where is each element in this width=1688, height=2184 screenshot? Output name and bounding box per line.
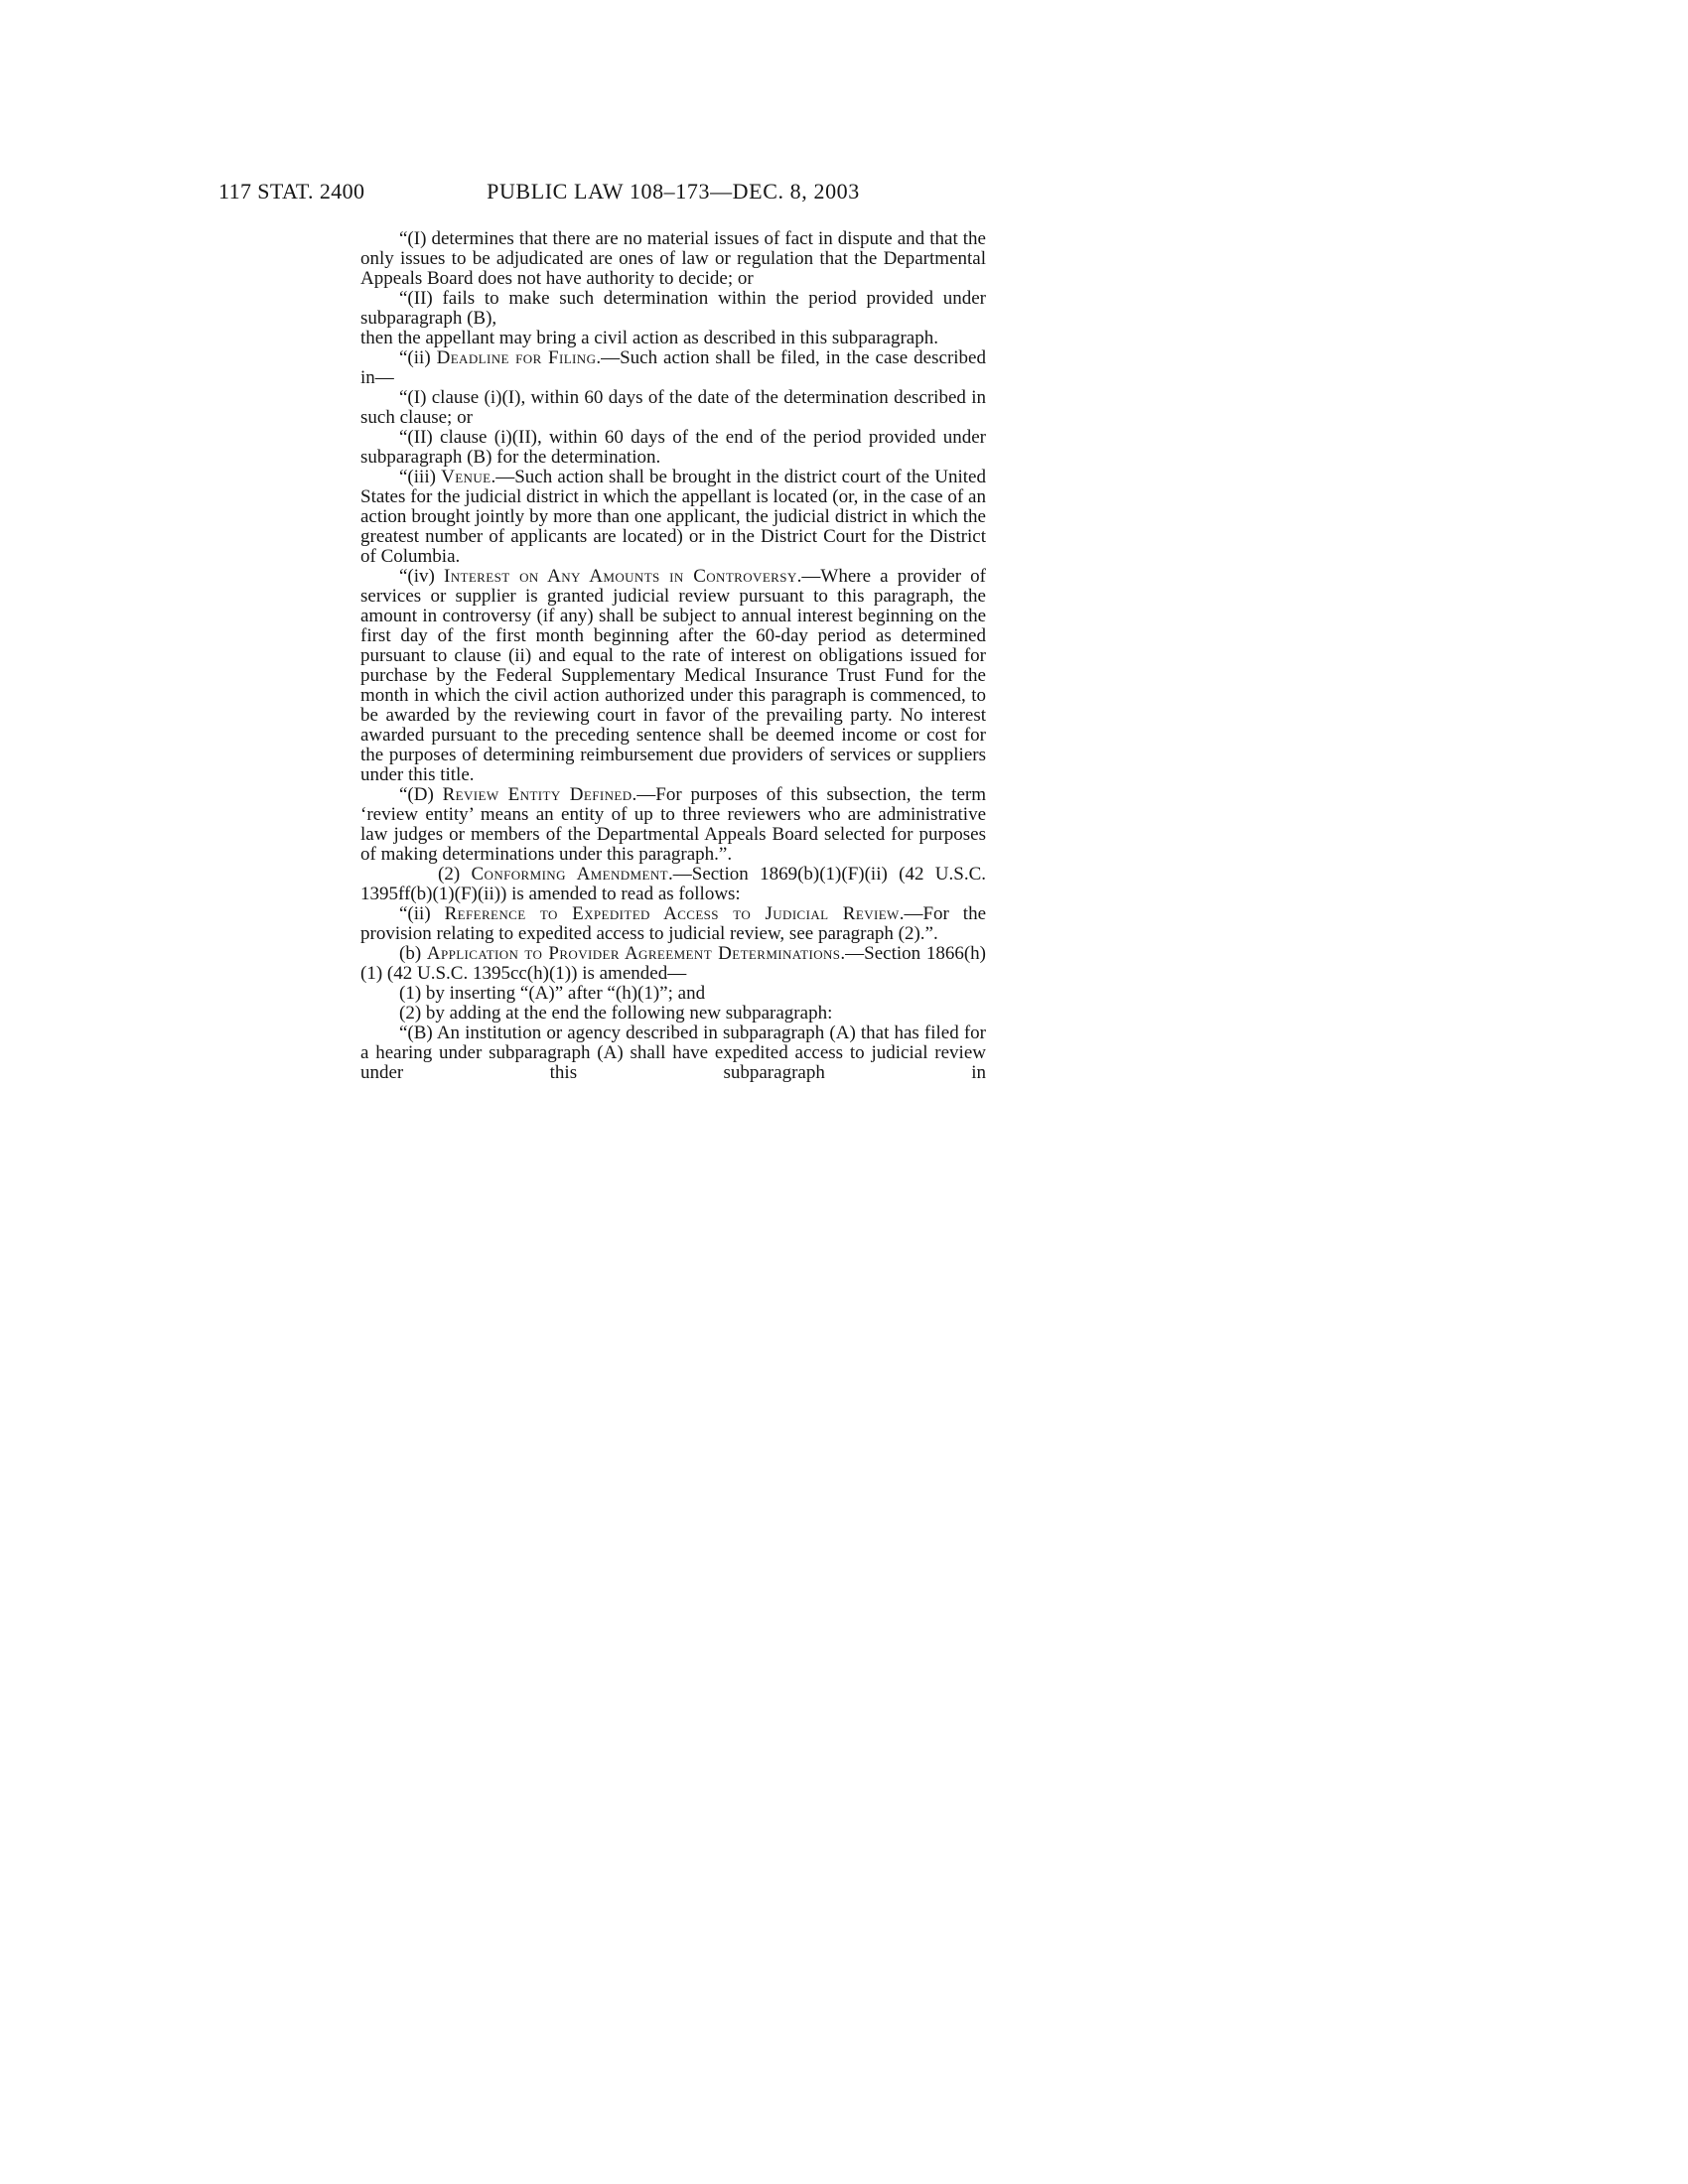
subclause-I-clause-paragraph — [360, 388, 986, 428]
paragraph-text: (2) — [438, 864, 472, 885]
paragraph-text: “(II) clause (i)(II), within 60 days of the end of the period provided under subparagraph (B) for the determination. — [360, 427, 986, 468]
item-2-by-adding-paragraph — [360, 1004, 986, 1024]
item-1-by-inserting-paragraph — [360, 984, 986, 1004]
subclause-I-determines-paragraph — [360, 229, 986, 289]
paragraph-text: (1) by inserting “(A)” after “(h)(1)”; and — [399, 983, 706, 1004]
clause-heading: Venue — [441, 467, 492, 487]
subsection-b-application-paragraph — [360, 944, 986, 984]
clause-heading: Deadline for Filing — [436, 347, 597, 368]
paragraph-text: “(B) An institution or agency described in subparagraph (A) that has filed for a hearing under subparagraph (A) shall have expedited access to judicial review under this subparagraph in — [360, 1023, 986, 1083]
page-header — [0, 179, 1688, 208]
subclause-II-fails-paragraph — [360, 289, 986, 329]
statute-text-column — [360, 229, 986, 1083]
paragraph-text: .—Such action shall be filed, in the case described in— — [360, 347, 986, 388]
paragraph-text: “(I) determines that there are no material issues of fact in dispute and that the only issues to be adjudicated are ones of law or regulation that the Departmental Appeals Board does not have authority to decide; or — [360, 228, 986, 289]
paragraph-text: “(ii) — [399, 347, 437, 368]
clause-iii-venue-paragraph — [360, 468, 986, 567]
clause-ii-deadline-paragraph — [360, 348, 986, 388]
paragraph-text: (b) — [399, 943, 427, 964]
subparagraph-B-institution-paragraph — [360, 1024, 986, 1083]
paragraph-text: .—For the provision relating to expedited access to judicial review, see paragraph (2).”. — [360, 903, 986, 944]
law-heading: PUBLIC LAW 108–173—DEC. 8, 2003 — [487, 179, 860, 204]
paragraph-text: “(D) — [399, 784, 443, 805]
paragraph-text: (2) by adding at the end the following new subparagraph: — [399, 1003, 833, 1024]
clause-heading: Conforming Amendment — [471, 864, 668, 885]
clause-iv-interest-paragraph — [360, 567, 986, 785]
paragraph-2-conforming-amendment — [360, 865, 986, 904]
paragraph-text: .—Such action shall be brought in the district court of the United States for the judicial district in which the appellant is located (or, in the case of an action brought jointly by more than one applicant, the judicial district in which the greatest number of applicants are located) or in the District Court for the District of Columbia. — [360, 467, 986, 567]
subparagraph-D-review-entity-paragraph — [360, 785, 986, 865]
clause-ii-reference-paragraph — [360, 904, 986, 944]
paragraph-text: .—Section 1869(b)(1)(F)(ii) (42 U.S.C. 1395ff(b)(1)(F)(ii)) is amended to read as follows: — [360, 864, 986, 904]
paragraph-text: “(iv) — [399, 566, 444, 587]
paragraph-text: .—For purposes of this subsection, the term ‘review entity’ means an entity of up to three reviewers who are administrative law judges or members of the Departmental Appeals Board selected for purposes of making determinations under this paragraph.”. — [360, 784, 986, 865]
paragraph-text: .—Section 1866(h)(1) (42 U.S.C. 1395cc(h)(1)) is amended— — [360, 943, 986, 984]
subclause-II-clause-paragraph — [360, 428, 986, 468]
paragraph-text: “(iii) — [399, 467, 442, 487]
paragraph-text: “(II) fails to make such determination within the period provided under subparagraph (B), — [360, 288, 986, 329]
clause-heading: Reference to Expedited Access to Judicial Review — [444, 903, 900, 924]
clause-heading: Application to Provider Agreement Determinations — [426, 943, 841, 964]
paragraph-text: “(ii) — [399, 903, 445, 924]
flush-continuation-paragraph — [360, 329, 986, 348]
clause-heading: Interest on Any Amounts in Controversy — [443, 566, 797, 587]
paragraph-text: .—Where a provider of services or supplier is granted judicial review pursuant to this paragraph, the amount in controversy (if any) shall be subject to annual interest beginning on the first day of the first month beginning after the 60-day period as determined pursuant to clause (ii) and equal to the rate of interest on obligations issued for purchase by the Federal Supplementary Medical Insurance Trust Fund for the month in which the civil action authorized under this paragraph is commenced, to be awarded by the reviewing court in favor of the prevailing party. No interest awarded pursuant to the preceding sentence shall be deemed income or cost for the purposes of determining reimbursement due providers of services or suppliers under this title. — [360, 566, 986, 785]
stat-page-number: 117 STAT. 2400 — [218, 179, 365, 204]
clause-heading: Review Entity Defined — [442, 784, 633, 805]
paragraph-text: “(I) clause (i)(I), within 60 days of the date of the determination described in such clause; or — [360, 387, 986, 428]
paragraph-text: then the appellant may bring a civil action as described in this subparagraph. — [360, 328, 938, 348]
